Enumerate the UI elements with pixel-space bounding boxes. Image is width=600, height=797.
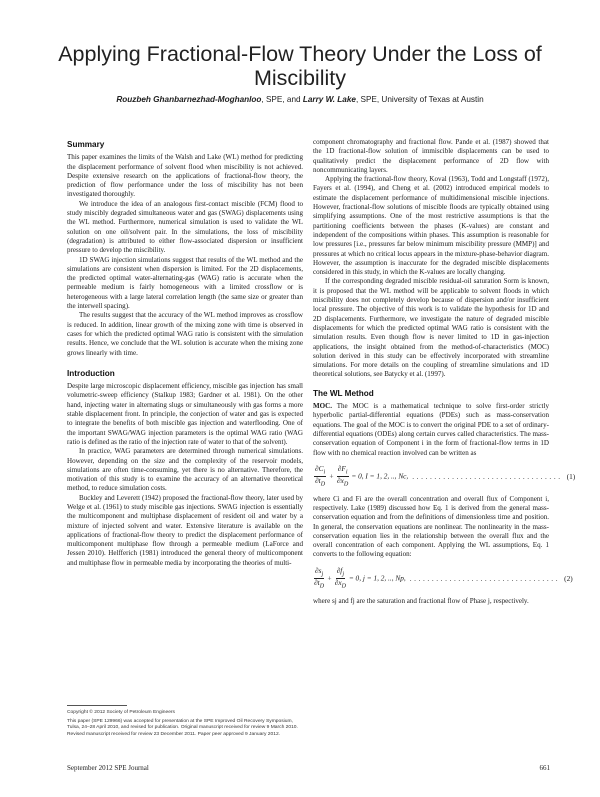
moc-runin: MOC.: [313, 402, 332, 411]
publication-note: This paper (SPE 129966) was accepted for presentation at the SPE Improved Oil Recovery Symposium, Tulsa, 24–28 April 2010, and revised for publication. Original manuscript received for review 9 March 2010. Revised manuscript received for review 23 December 2011. Paper peer approved 9 January 2012.: [67, 719, 298, 737]
summary-paragraph-2: We introduce the idea of an analogous first-contact miscible (FCM) flood to study miscibly degraded simultaneous water and gas (SWAG) displacements using the WL method. Furthermore, numerical simulation is used to validate the WL solution on one oil/solvent pair. In the simulations, the loss of miscibility (degradation) is attributed to either flow-associated dispersion or insufficient pressure to develop the miscibility.: [67, 199, 303, 255]
summary-paragraph-1: This paper examines the limits of the Walsh and Lake (WL) method for predicting the displacement performance of solvent flood when miscibility is not achieved. Despite extensive research on the applications of fractional-flow theory, the prediction of flow performance under the loss of miscibility has not been investigated thoroughly.: [67, 153, 303, 199]
introduction-paragraph-2: In practice, WAG parameters are determined through numerical simulations. However, depending on the size and the complexity of the reservoir models, simulations are often time-consuming, yet there is no alternative. Therefore, the motivation of this study is to examine the accuracy of an alternative theoretical method, to reduce simulation costs.: [67, 447, 303, 493]
paper-title: Applying Fractional-Flow Theory Under the Loss of Miscibility: [58, 42, 542, 90]
introduction-heading: Introduction: [67, 368, 115, 378]
paragraph-after-eq2: where sj and fj are the saturation and fractional flow of Phase j, respectively.: [313, 596, 529, 605]
summary-paragraph-4: The results suggest that the accuracy of the WL method improves as crossflow is reduced. In addition, linear growth of the mixing zone with time is observed in cases for which the predicted optimal WAG ratio is consistent with the simulation results. Hence, we conclude that the WL solution is accurate when the mixing zone grows linearly with time.: [67, 311, 303, 357]
summary-heading: Summary: [67, 140, 105, 149]
footnotes: [67, 705, 303, 741]
equation-1-number: (1): [566, 472, 576, 482]
right-column: [313, 138, 576, 606]
summary-paragraph-3: 1D SWAG injection simulations suggest that results of the WL method and the simulations are consistent when dispersion is limited. For the 2D displacements, the predicted optimal water-alternating-gas (WAG) ratio is accurate when the permeable medium is fairly homogeneous with a limited crossflow or is heterogeneous with a large lateral correlation length (the same size or greater than the interwell spacing).: [67, 255, 303, 311]
author-2-affiliation: , SPE, University of Texas at Austin: [355, 95, 484, 104]
wl-method-heading: The WL Method: [313, 388, 374, 398]
equation-2: $\frac{\partial s_j}{\partial t_D}$ + $\frac{\partial f_j}{\partial x_D}$ = 0, j = 1, 2, .., Np, .................................. (2): [314, 565, 573, 590]
right-paragraph-3: If the corresponding degraded miscible residual-oil saturation Sorm is known, it is proposed that the WL method will be applicable to solvent floods in which miscibility does not completely develop because of dispersion and/or insufficient local pressure. The objective of this work is to validate the hypothesis for 1D and 2D displacements. Furthermore, we investigate the nature of degraded miscible displacements for which the predicted optimal WAG ratio is consistent with the simulation results. Even though flow is never limited to 1D in gas-injection applications, the insight obtained from the method-of-characteristics (MOC) solution derived in this study can be effectively incorporated with streamline simulations. For more details on the coupling of streamline simulations and 1D theoretical solutions, see Batycky et al. (1997).: [313, 277, 549, 379]
equation-2-number: (2): [564, 574, 573, 584]
author-1-name: Rouzbeh Ghanbarnezhad-Moghanloo: [116, 95, 262, 104]
right-paragraph-1: component chromatography and fractional flow. Pande et al. (1987) showed that the 1D fractional-flow solution of immiscible displacements can be used to qualitatively predict the displacement performance of 2D flow with noncommunicating layers.: [313, 138, 549, 174]
moc-text: The MOC is a mathematical technique to solve first-order strictly hyperbolic partial-differential equations (PDEs) such as mass-conservation equations. The goal of the MOC is to convert the original PDE to a set of ordinary-differential equations (ODEs) along certain curves called characteristics. The mass-conservation equation of Component i in the form of fractional-flow terms in 1D flow with no chemical reaction involved can be written as: [313, 402, 549, 457]
journal-footer: September 2012 SPE Journal: [67, 764, 149, 772]
moc-paragraph: [313, 402, 549, 458]
author-line: [40, 95, 560, 104]
author-1-affiliation: , SPE, and: [261, 95, 303, 104]
introduction-paragraph-3: Buckley and Leverett (1942) proposed the fractional-flow theory, later used by Welge et al. (1961) to study miscible gas injections. SWAG injection is essentially the multicomponent and multiphase displacement of resident oil and water by a mixture of injected solvent and water. Extensive literature is available on the applications of fractional-flow theory to predict the displacement performance of multicomponent multiphase flow through a permeable medium (LaForce and Jessen 2010). Helfferich (1981) introduced the general theory of multicomponent and multiphase flow in permeable media by incorporating the theories of multi-: [67, 493, 303, 567]
page-number: 661: [539, 764, 550, 772]
introduction-paragraph-1: Despite large microscopic displacement efficiency, miscible gas injection has small volumetric-sweep efficiency (Stalkup 1983; Gardner et al. 1981). On the other hand, injecting water in alternating slugs or simultaneously with gas forms a more stable displacement front. In principle, the conjection of water and gas is expected to integrate the benefits of both miscible gas injection and waterflooding. One of the important SWAG/WAG injection parameters is the optimal WAG ratio (WAG ratio is defined as the ratio of the injection rate of water to that of the solvent).: [67, 382, 303, 446]
equation-2-condition: = 0, j = 1, 2, .., Np,: [348, 573, 406, 583]
equation-1: $\frac{\partial C_i}{\partial t_D}$ + $\frac{\partial F_i}{\partial x_D}$ = 0, I = 1, 2, .., Nc, .................................. (1): [315, 463, 576, 488]
author-2-name: Larry W. Lake: [302, 95, 356, 104]
copyright-note: Copyright © 2012 Society of Petroleum Engineers: [67, 710, 175, 715]
right-paragraph-2: Applying the fractional-flow theory, Koval (1963), Todd and Longstaff (1972), Fayers et al. (1994), and Cheng et al. (2002) introduced empirical models to estimate the displacement performance of multidimensional miscible injections. However, fractional-flow solutions of miscible floods are typically obtained using simplifying assumptions. One of the most restrictive assumptions is that the partitioning coefficients between the phases (K-values) are constant and independent of the compositions within phases. This assumption is reasonable for low pressures [i.e., pressures far below minimum miscibility pressure (MMP)] and pressures at which no critical locus appears in the mixture-phase-behavior diagram. However, the assumption is inaccurate for the degraded miscible displacements considered in this study, in which the K-values are locally changing.: [313, 175, 549, 277]
left-column: [67, 140, 303, 568]
paragraph-after-eq1: where Ci and Fi are the overall concentration and overall flux of Component i, respectively. Lake (1989) discussed how Eq. 1 is derived from the general mass-conservation equation and from the definitions of dimensionless time and position. In general, the conservation equations are nonlinear. The nonlinearity in the mass-conservation equation lies in the relationship between the overall flux and the overall concentration of each component. Applying the WL assumptions, Eq. 1 converts to the following equation:: [313, 494, 549, 559]
equation-1-condition: = 0, I = 1, 2, .., Nc,: [351, 471, 409, 481]
